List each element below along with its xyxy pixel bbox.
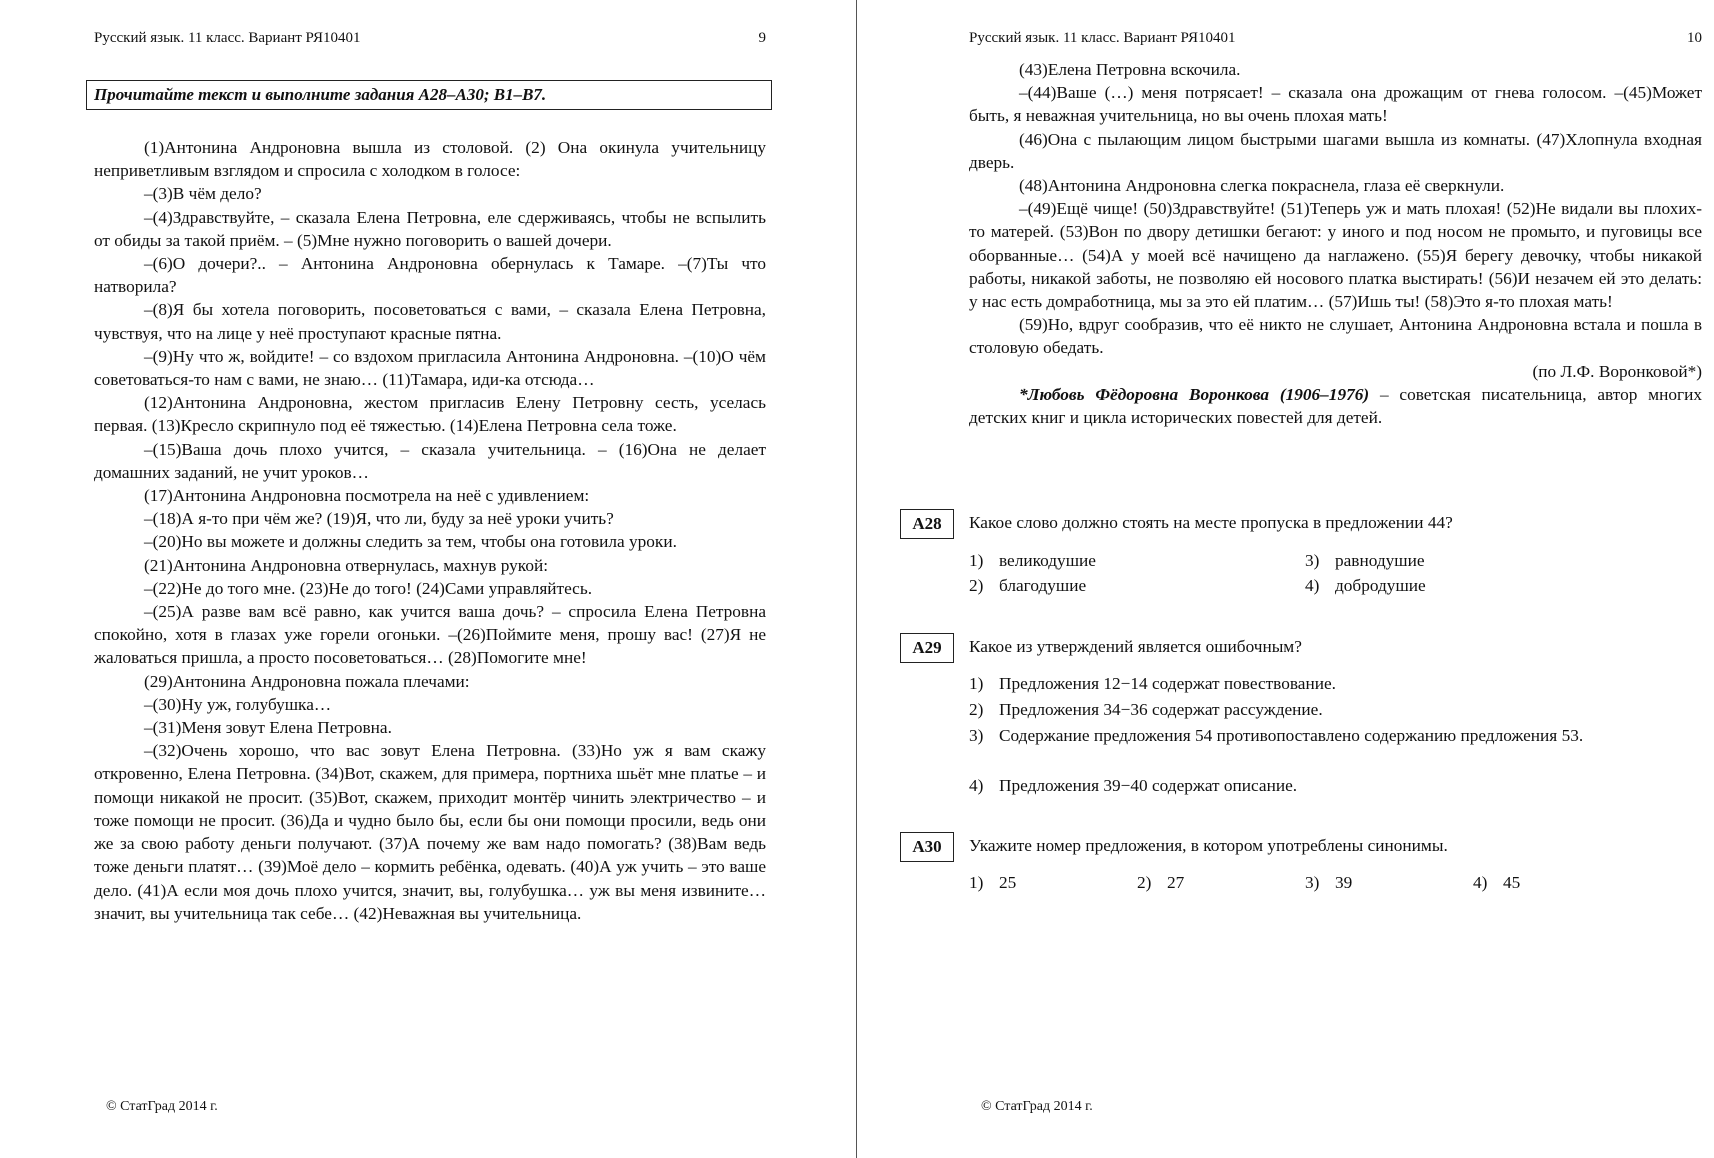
answer-option[interactable]: 2) Предложения 34−36 содержат рассуждение. <box>969 700 1323 719</box>
answer-option[interactable]: 3) Содержание предложения 54 противопоставлено содержанию предложения 53. <box>969 726 1584 745</box>
paragraph: –(30)Ну уж, голубушка… <box>144 694 332 714</box>
paragraph: (17)Антонина Андроновна посмотрела на неё с удивлением: <box>144 486 590 506</box>
task-label: А30 <box>900 832 954 862</box>
answer-option[interactable]: 3) 39 <box>1305 873 1353 892</box>
text-body <box>94 136 766 925</box>
paragraph: –(44)Ваше (…) меня потрясает! – сказала она дрожащим от гнева голосом. –(45)Может быть, я неважная учительница, но вы очень плохая мать! <box>969 83 1702 126</box>
answer-option[interactable]: 1) 25 <box>969 873 1017 892</box>
page-divider <box>856 0 857 1158</box>
paragraph: –(15)Ваша дочь плохо учится, – сказала учительница. – (16)Она не делает домашних заданий, не учит уроков… <box>94 439 766 482</box>
text-source: (по Л.Ф. Воронковой*) <box>1532 361 1702 381</box>
task-question: Укажите номер предложения, в котором употреблены синонимы. <box>969 836 1448 855</box>
paragraph: –(8)Я бы хотела поговорить, посоветоваться с вами, – сказала Елена Петровна, чувствуя, что на лице у неё проступают красные пятна. <box>94 300 766 343</box>
paragraph: –(49)Ещё чище! (50)Здравствуйте! (51)Теперь уж и мать плохая! (52)Не видали вы плохих-то матерей. (53)Вон по двору детишки бегают: у иного и под носом не промыто, и пуговицы все оборванные… (54)А у моей всё начищено да наглажено. (55)Я берегу девочку, чтобы никакой работы, никакой заботы, не позволяю ей носового платка выстирать! (56)И незачем ей это делать: у нас есть домработница, мы за это ей платим… (57)Ишь ты! (58)Это я-то плохая мать! <box>969 199 1702 312</box>
answer-option[interactable]: 4) добродушие <box>1305 576 1426 595</box>
paragraph: –(4)Здравствуйте, – сказала Елена Петровна, еле сдерживаясь, чтобы не вспылить от обиды за такой приём. – (5)Мне нужно поговорить о вашей дочери. <box>94 207 766 250</box>
paragraph: –(9)Ну что ж, войдите! – со вздохом пригласила Антонина Андроновна. –(10)О чём советоваться-то нам с вами, не знаю… (11)Тамара, иди-ка отсюда… <box>94 346 766 390</box>
paragraph: –(32)Очень хорошо, что вас зовут Елена Петровна. (33)Но уж я вам скажу откровенно, Елена Петровна. (34)Вот, скажем, для примера, портниха шьёт мне платье – и помощи никакой не просит. (35)Вот, скажем, приходит монтёр чинить электричество – и тоже помощи не просит. (36)Да и чудно было бы, если бы они помощи просили, ведь они же за свою работу деньги получают. (37)А почему же вам надо помогать? (38)Вам ведь тоже деньги платят… (39)Моё дело – кормить ребёнка, одевать. (40)А уж учить – это ваше дело. (41)А если моя дочь плохо учится, значит, вы, голубушка… уж вы меня извините… значит, вы учительница так себе… (42)Неважная вы учительница. <box>94 741 766 923</box>
page-header-title: Русский язык. 11 класс. Вариант РЯ10401 <box>969 30 1236 46</box>
answer-option[interactable]: 2) благодушие <box>969 576 1087 595</box>
task-a28 <box>900 509 1700 599</box>
page-header-title: Русский язык. 11 класс. Вариант РЯ10401 <box>94 30 361 46</box>
author-note-text: – советская писательница, автор многих детских книг и цикла исторических повестей для детей. <box>969 384 1702 428</box>
paragraph: –(6)О дочери?.. – Антонина Андроновна обернулась к Тамаре. –(7)Ты что натворила? <box>94 254 766 297</box>
paragraph: –(25)А разве вам всё равно, как учится ваша дочь? – спросила Елена Петровна спокойно, хотя в глазах уже горели огоньки. –(26)Поймите меня, прошу вас! (27)Я не жаловаться пришла, а просто посоветоваться… (28)Помогите мне! <box>94 602 766 668</box>
paragraph: (21)Антонина Андроновна отвернулась, махнув рукой: <box>144 555 549 575</box>
answer-option[interactable]: 1) Предложения 12−14 содержат повествование. <box>969 674 1336 693</box>
paragraph: (46)Она с пылающим лицом быстрыми шагами вышла из комнаты. (47)Хлопнула входная дверь. <box>969 129 1702 172</box>
left-page <box>0 0 856 1158</box>
answer-option[interactable]: 3) равнодушие <box>1305 551 1425 570</box>
task-a29 <box>900 633 1700 803</box>
paragraph: –(20)Но вы можете и должны следить за тем, чтобы она готовила уроки. <box>144 532 677 552</box>
task-label: А28 <box>900 509 954 539</box>
author-note-name: *Любовь Фёдоровна Воронкова (1906–1976) <box>1019 384 1370 404</box>
paragraph: (1)Антонина Андроновна вышла из столовой. (2) Она окинула учительницу неприветливым взглядом и спросила с холодком в голосе: <box>94 138 766 181</box>
task-question: Какое из утверждений является ошибочным? <box>969 637 1302 656</box>
author-note <box>969 383 1702 429</box>
paragraph: (59)Но, вдруг сообразив, что её никто не слушает, Антонина Андроновна встала и пошла в столовую обедать. <box>969 315 1702 358</box>
answer-option[interactable]: 2) 27 <box>1137 873 1185 892</box>
answer-option[interactable]: 1) великодушие <box>969 551 1096 570</box>
task-question: Какое слово должно стоять на месте пропуска в предложении 44? <box>969 513 1453 532</box>
paragraph: –(18)А я-то при чём же? (19)Я, что ли, буду за неё уроки учить? <box>144 509 614 529</box>
page-footer: © СтатГрад 2014 г. <box>981 1099 1093 1114</box>
page-number: 10 <box>1687 30 1702 46</box>
answer-option[interactable]: 4) 45 <box>1473 873 1521 892</box>
task-label: А29 <box>900 633 954 663</box>
paragraph: (12)Антонина Андроновна, жестом пригласив Елену Петровну сесть, уселась первая. (13)Кресло скрипнуло под её тяжестью. (14)Елена Петровна села тоже. <box>94 393 766 436</box>
page-footer: © СтатГрад 2014 г. <box>106 1099 218 1114</box>
instruction-box: Прочитайте текст и выполните задания А28–А30; В1–В7. <box>86 80 772 110</box>
page-number: 9 <box>758 30 766 46</box>
paragraph: –(31)Меня зовут Елена Петровна. <box>144 718 392 738</box>
paragraph: –(3)В чём дело? <box>144 184 262 204</box>
paragraph: –(22)Не до того мне. (23)Не до того! (24)Сами управляйтесь. <box>144 578 593 598</box>
paragraph: (43)Елена Петровна вскочила. <box>1019 60 1241 79</box>
task-a30 <box>900 832 1700 902</box>
answer-option[interactable]: 4) Предложения 39−40 содержат описание. <box>969 776 1298 795</box>
paragraph: (29)Антонина Андроновна пожала плечами: <box>144 671 470 691</box>
paragraph: (48)Антонина Андроновна слегка покраснела, глаза её сверкнули. <box>1019 176 1505 196</box>
right-page <box>858 0 1714 1158</box>
text-body <box>969 58 1702 429</box>
